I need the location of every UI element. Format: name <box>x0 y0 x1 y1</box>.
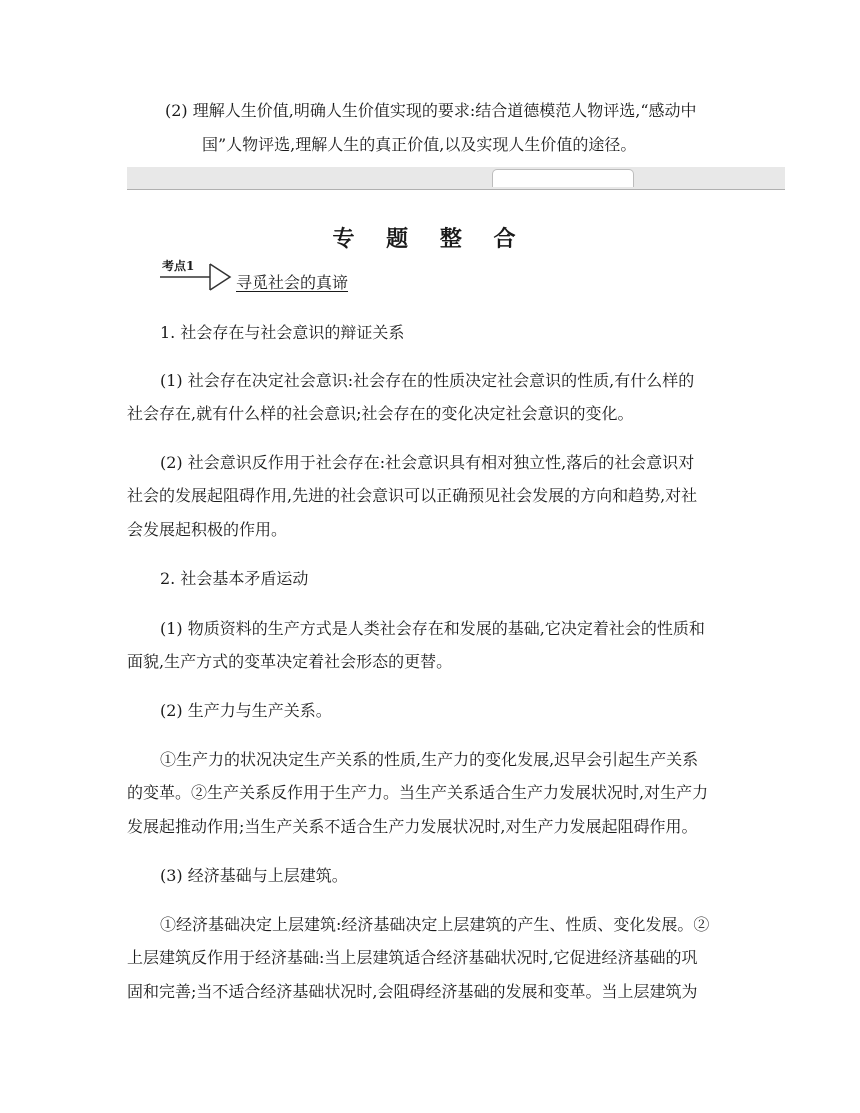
paragraph-line: 固和完善;当不适合经济基础状况时,会阻碍经济基础的发展和变革。当上层建筑为 <box>127 982 698 1001</box>
point-2-heading: 2. 社会基本矛盾运动 <box>160 569 309 588</box>
top-item-line-2: 国”人物评选,理解人生的真正价值,以及实现人生价值的途径。 <box>202 135 637 154</box>
paragraph-line: (1) 物质资料的生产方式是人类社会存在和发展的基础,它决定着社会的性质和 <box>160 619 705 638</box>
top-item-line-1: (2) 理解人生价值,明确人生价值实现的要求:结合道德模范人物评选,“感动中 <box>165 101 697 120</box>
paragraph-line: (2) 生产力与生产关系。 <box>160 701 332 720</box>
section-divider <box>127 167 785 190</box>
paragraph-line: 社会的发展起阻碍作用,先进的社会意识可以正确预见社会发展的方向和趋势,对社 <box>127 486 698 505</box>
paragraph-line: 发展起推动作用;当生产关系不适合生产力发展状况时,对生产力发展起阻碍作用。 <box>127 817 698 836</box>
paragraph-line: 会发展起积极的作用。 <box>127 520 288 539</box>
paragraph-line: 面貌,生产方式的变革决定着社会形态的更替。 <box>127 652 453 671</box>
paragraph-line: 的变革。②生产关系反作用于生产力。当生产关系适合生产力发展状况时,对生产力 <box>127 783 709 802</box>
paragraph-line: (1) 社会存在决定社会意识:社会存在的性质决定社会意识的性质,有什么样的 <box>160 371 695 390</box>
paragraph-line: (2) 社会意识反作用于社会存在:社会意识具有相对独立性,落后的社会意识对 <box>160 453 695 472</box>
paragraph-line: (3) 经济基础与上层建筑。 <box>160 866 348 885</box>
point-1-heading: 1. 社会存在与社会意识的辩证关系 <box>160 323 405 342</box>
paragraph-line: ①经济基础决定上层建筑:经济基础决定上层建筑的产生、性质、变化发展。② <box>160 915 710 934</box>
section-divider-tab <box>492 169 634 187</box>
paragraph-line: 上层建筑反作用于经济基础:当上层建筑适合经济基础状况时,它促进经济基础的巩 <box>127 948 698 967</box>
kaodian-label: 考点1 <box>162 259 195 273</box>
kaodian-title: 寻觅社会的真谛 <box>236 273 349 292</box>
section-heading: 专 题 整 合 <box>332 227 528 252</box>
paragraph-line: 社会存在,就有什么样的社会意识;社会存在的变化决定社会意识的变化。 <box>127 404 634 423</box>
paragraph-line: ①生产力的状况决定生产关系的性质,生产力的变化发展,迟早会引起生产关系 <box>160 750 699 769</box>
